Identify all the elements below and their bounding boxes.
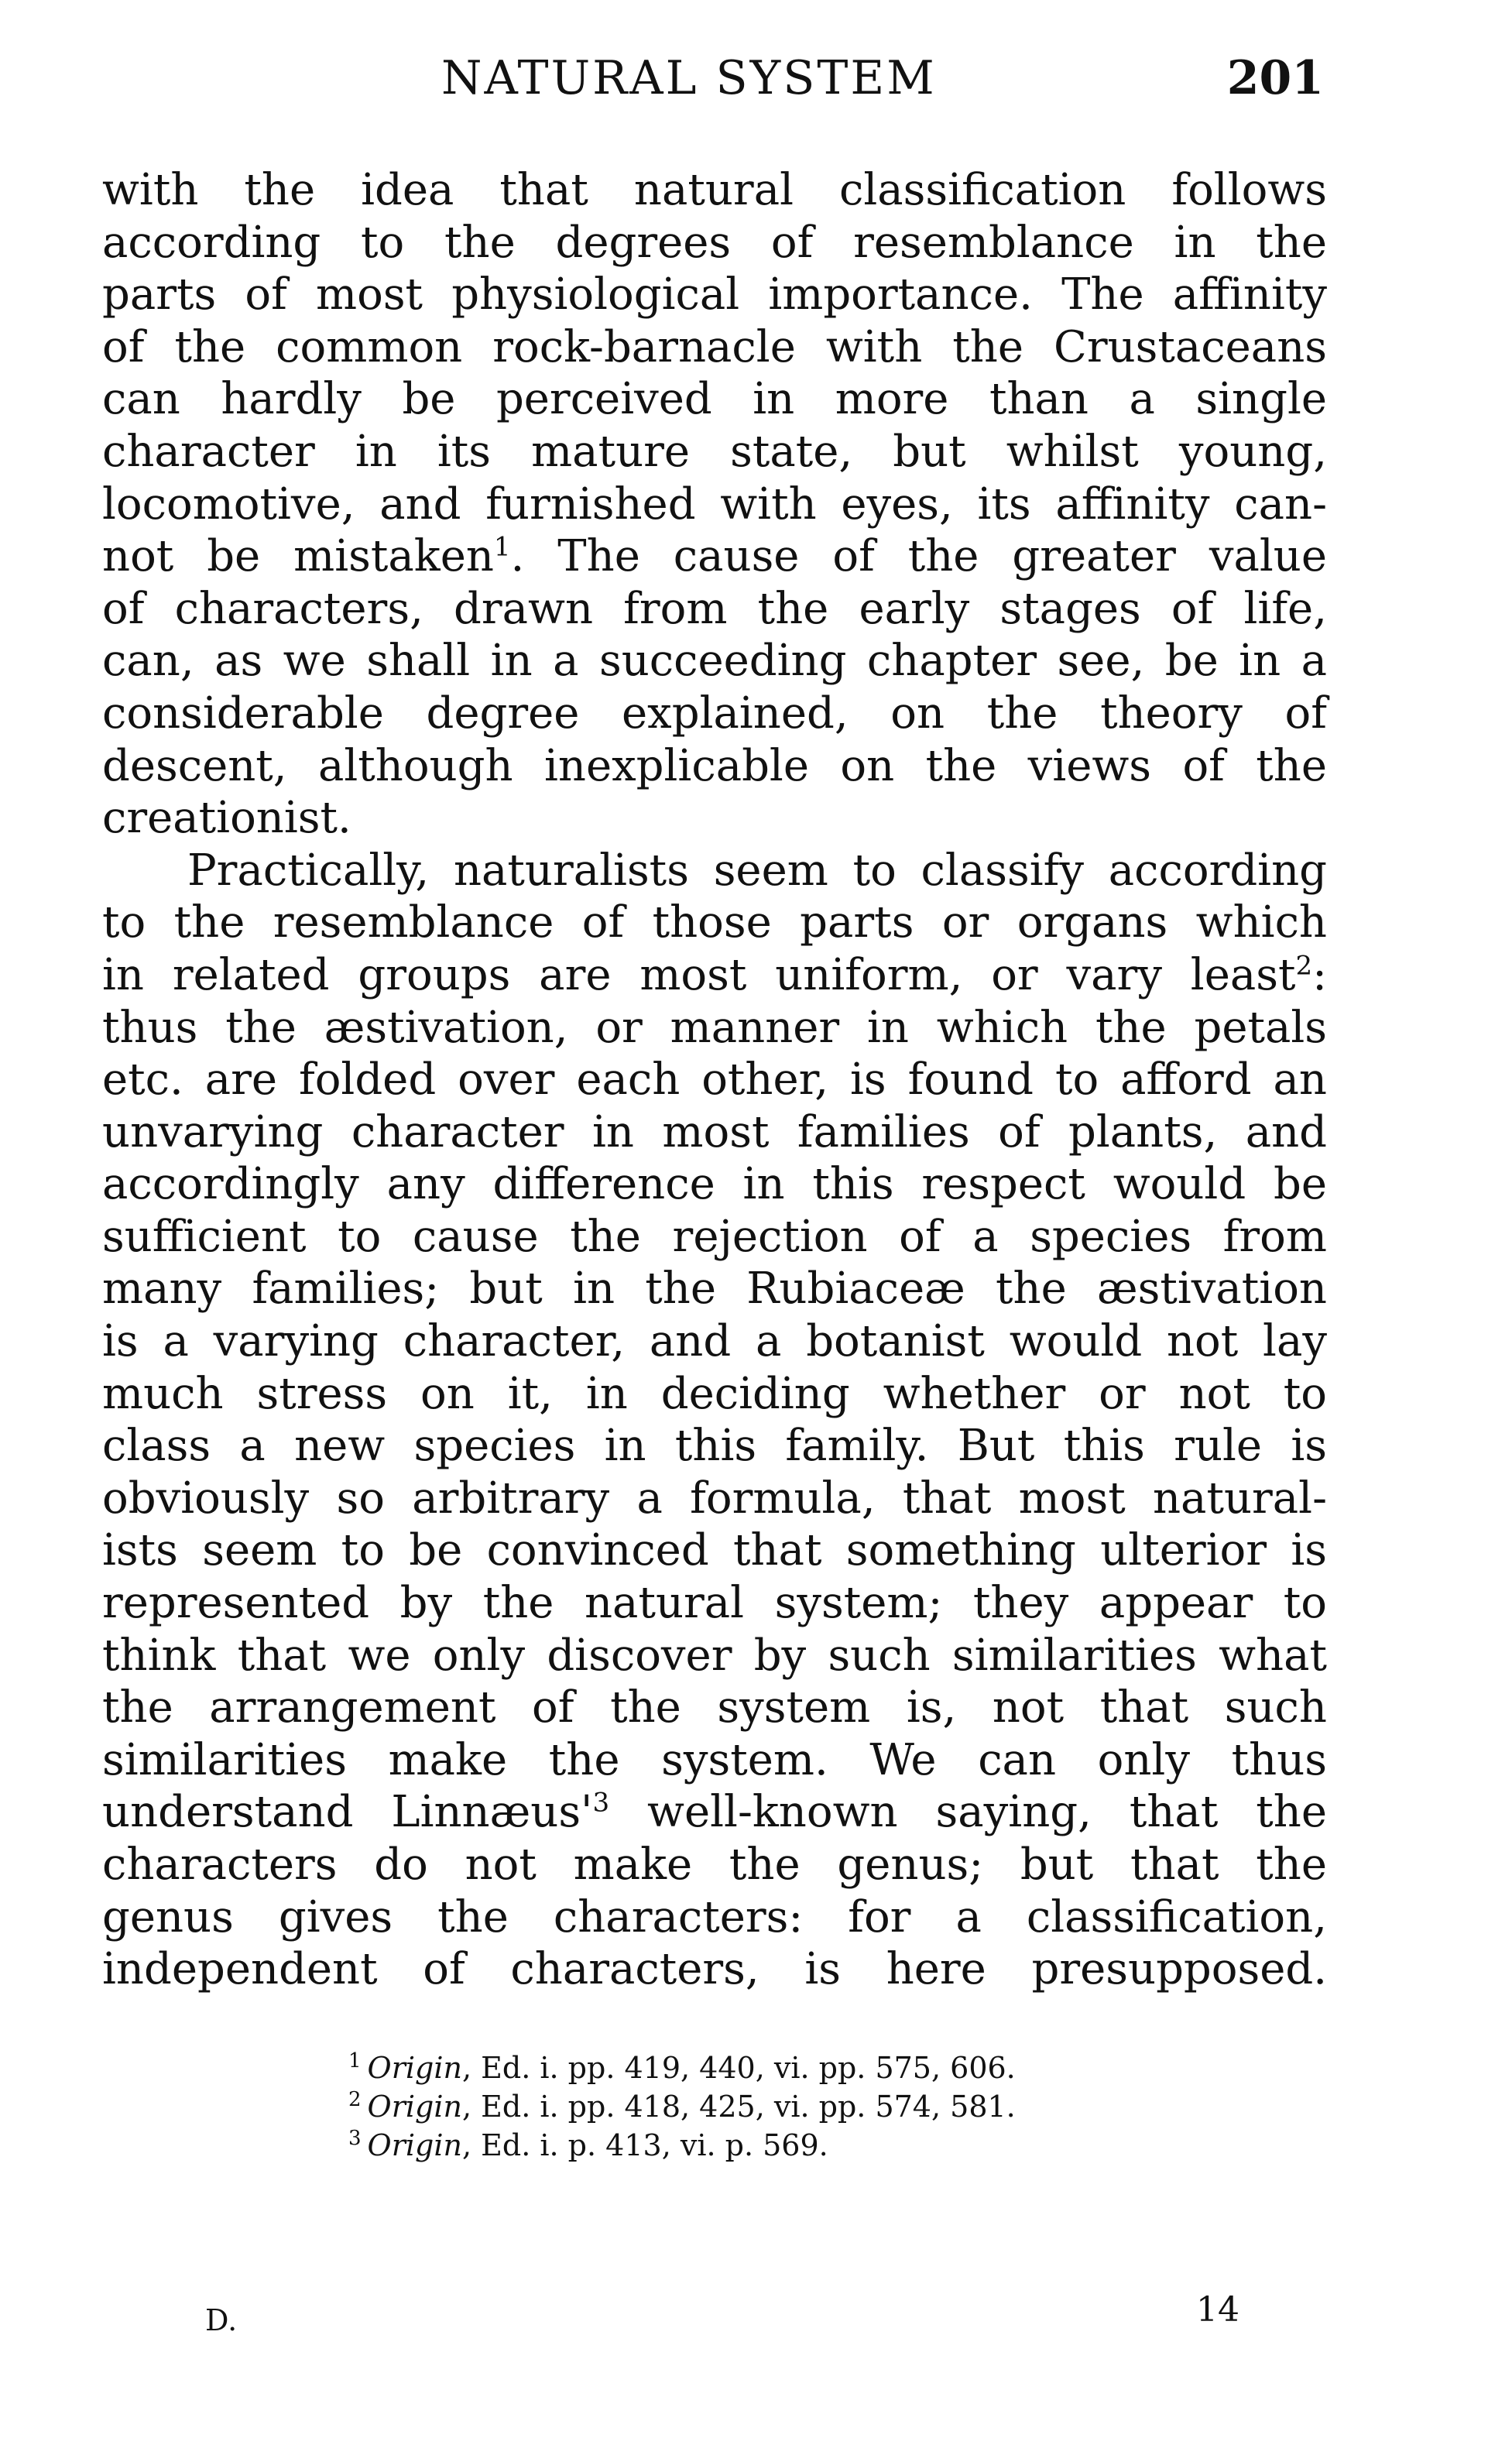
text-line: much stress on it, in deciding whether or not to (102, 1368, 1327, 1419)
footnote-ref-3: 3 (592, 1787, 610, 1819)
footnote-reference: , Ed. i. pp. 418, 425, vi. pp. 574, 581. (461, 2090, 1016, 2124)
footnote-work-title: Origin (367, 2051, 462, 2085)
text-line: unvarying character in most families of plants, and (102, 1106, 1327, 1157)
footnote-mark: 2 (348, 2088, 362, 2112)
footnote-2 (348, 2087, 1200, 2126)
text-segment: not be mistaken (102, 531, 494, 582)
text-line: descent, although inexplicable on the views of the (102, 740, 1327, 791)
text-line (102, 530, 1327, 583)
footnote-work-title: Origin (367, 2090, 462, 2124)
footnote-3 (348, 2126, 1200, 2165)
text-line: can, as we shall in a succeeding chapter see, be in a (102, 636, 1327, 687)
footnote-mark: 3 (348, 2127, 362, 2151)
text-line (102, 949, 1327, 1002)
text-line: of characters, drawn from the early stages of life, (102, 583, 1327, 634)
text-segment: : (1312, 949, 1327, 1000)
paragraph-2 (102, 845, 1327, 1996)
text-line: thus the æstivation, or manner in which the petals (102, 1002, 1327, 1053)
text-segment: in related groups are most uniform, or vary least (102, 949, 1296, 1000)
text-line: can hardly be perceived in more than a single (102, 374, 1327, 425)
text-line: sufficient to cause the rejection of a species from (102, 1211, 1327, 1262)
text-line: the arrangement of the system is, not that such (102, 1682, 1327, 1733)
text-line: with the idea that natural classification follows (102, 165, 1327, 215)
page-header (101, 51, 1324, 113)
text-line: class a new species in this family. But this rule is (102, 1421, 1327, 1472)
text-line: represented by the natural system; they appear to (102, 1578, 1327, 1629)
text-line: creationist. (102, 793, 351, 844)
running-title: NATURAL SYSTEM (441, 51, 937, 105)
text-line: to the resemblance of those parts or organs which (102, 897, 1327, 948)
text-line: many families; but in the Rubiaceæ the æstivation (102, 1264, 1327, 1315)
footnote-reference: , Ed. i. p. 413, vi. p. 569. (461, 2128, 828, 2162)
text-line: Practically, naturalists seem to classify according (187, 845, 1327, 896)
text-line: locomotive, and furnished with eyes, its affinity can- (102, 478, 1327, 530)
text-line: obviously so arbitrary a formula, that most natural- (102, 1473, 1327, 1524)
footnotes (348, 2049, 1200, 2165)
text-line: ists seem to be convinced that something ulterior is (102, 1525, 1327, 1576)
text-segment: understand Linnæus' (102, 1787, 593, 1838)
text-line: considerable degree explained, on the theory of (102, 687, 1327, 739)
paragraph-1 (102, 164, 1327, 845)
text-line: similarities make the system. We can only thus (102, 1734, 1327, 1785)
page-number: 201 (1226, 51, 1324, 105)
footnote-mark: 1 (348, 2049, 362, 2073)
text-line: etc. are folded over each other, is found to afford an (102, 1054, 1327, 1106)
text-segment: . The cause of the greater value (510, 531, 1327, 582)
text-line: character in its mature state, but whilst young, (102, 426, 1327, 477)
text-line: independent of characters, is here presupposed. (102, 1944, 1327, 1995)
footnote-work-title: Origin (367, 2128, 462, 2162)
footnote-reference: , Ed. i. pp. 419, 440, vi. pp. 575, 606. (461, 2051, 1016, 2085)
text-line: think that we only discover by such similarities what (102, 1630, 1327, 1681)
text-line: characters do not make the genus; but that the (102, 1840, 1327, 1890)
text-line: according to the degrees of resemblance in the (102, 217, 1327, 268)
text-line: is a varying character, and a botanist would not lay (102, 1316, 1327, 1367)
printer-signature: D. (205, 2303, 238, 2337)
text-line (102, 1786, 1327, 1839)
text-line: of the common rock-barnacle with the Crustaceans (102, 321, 1327, 372)
footnote-ref-1: 1 (493, 531, 511, 563)
text-line: accordingly any difference in this respect would be (102, 1159, 1327, 1210)
footnote-1 (348, 2049, 1200, 2087)
text-segment: well-known saying, that the (609, 1787, 1327, 1838)
footnote-ref-2: 2 (1295, 950, 1313, 982)
text-line: parts of most physiological importance. The affinity (102, 269, 1327, 321)
text-line: genus gives the characters: for a classification, (102, 1891, 1327, 1942)
body-text (102, 164, 1327, 1996)
sheet-number: 14 (1196, 2290, 1239, 2330)
